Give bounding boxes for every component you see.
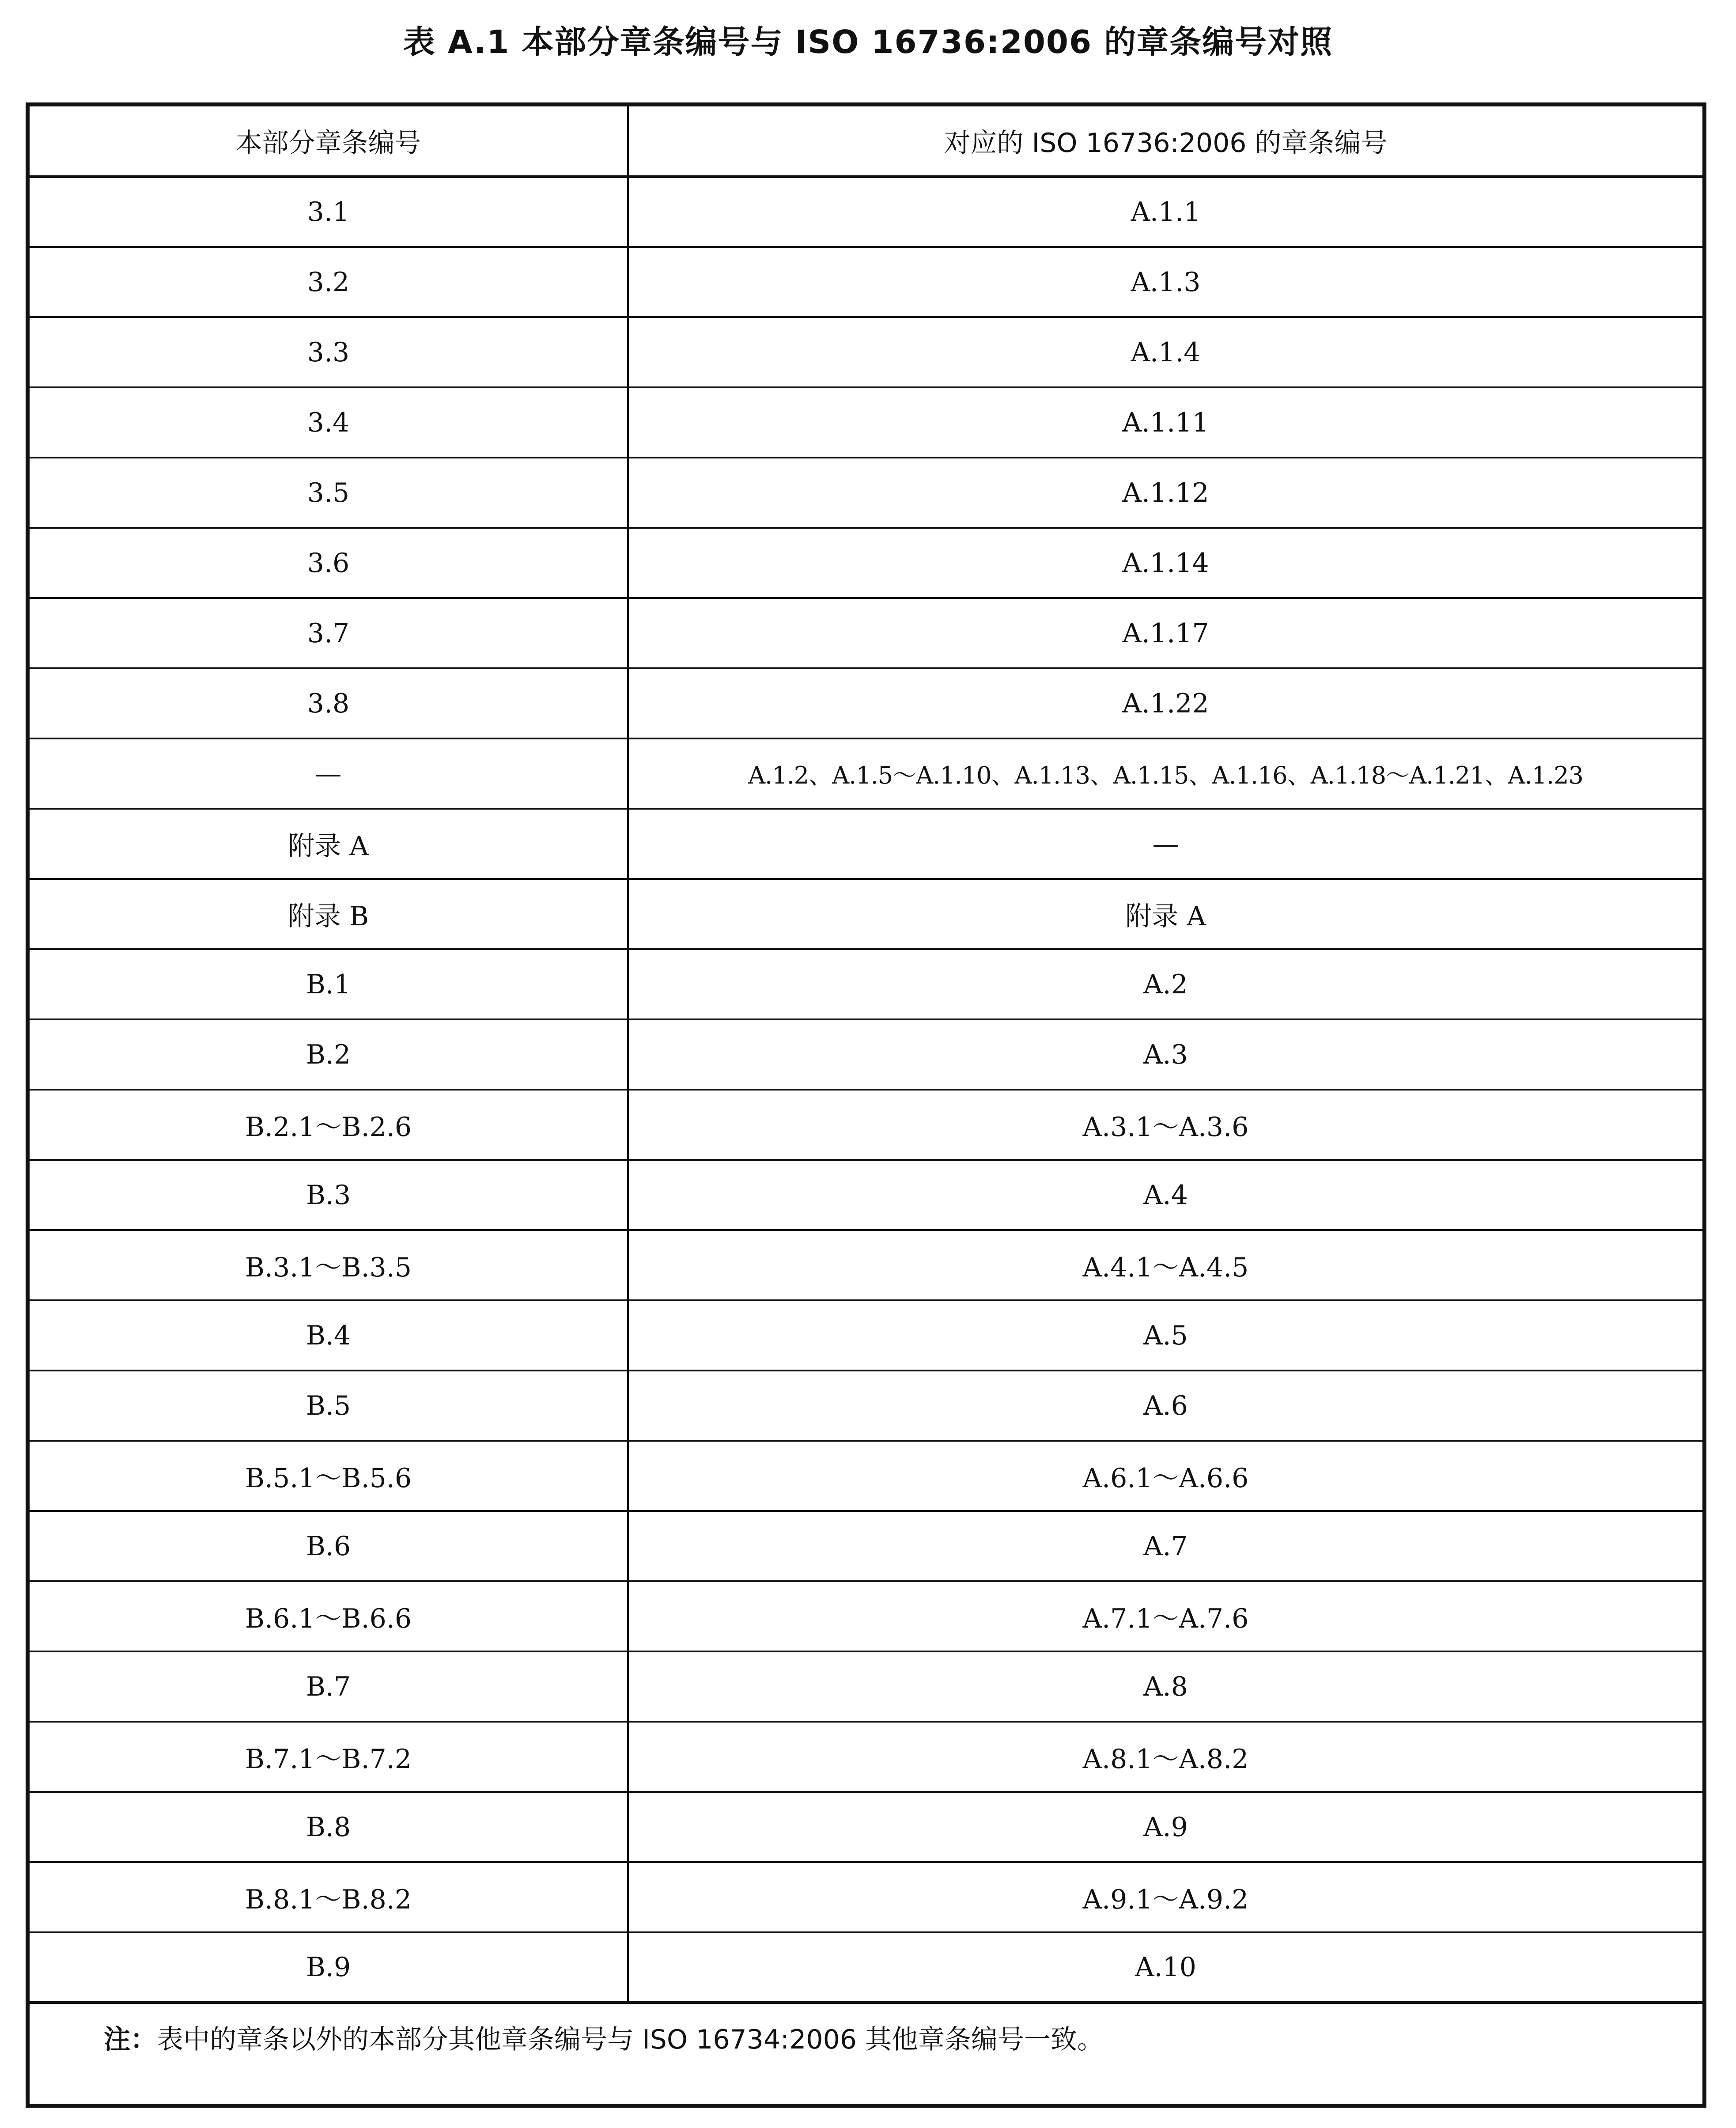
cell-iso-clause: A.1.14 [628,528,1702,598]
header-iso-clause: 对应的 ISO 16736:2006 的章条编号 [628,106,1702,177]
table-row [30,809,1702,879]
cell-iso-clause: A.2 [628,949,1702,1019]
table-row [30,1019,1702,1090]
cell-iso-clause: A.1.12 [628,458,1702,528]
table-row [30,1160,1702,1230]
cell-this-part-clause: B.2.1～B.2.6 [30,1090,628,1160]
table-row [30,247,1702,317]
table-row [30,879,1702,949]
cell-iso-clause: A.7 [628,1511,1702,1581]
mapping-table [30,106,1702,2004]
clause-mapping-table [26,102,1706,2108]
cell-this-part-clause: 3.1 [30,177,628,247]
cell-iso-clause: A.1.1 [628,177,1702,247]
cell-this-part-clause: B.3.1～B.3.5 [30,1230,628,1300]
cell-this-part-clause: B.3 [30,1160,628,1230]
table-row [30,1581,1702,1651]
cell-iso-clause: A.5 [628,1300,1702,1371]
table-row [30,1300,1702,1371]
cell-this-part-clause: B.6 [30,1511,628,1581]
table-row [30,1441,1702,1511]
cell-iso-clause: A.6 [628,1371,1702,1441]
cell-iso-clause: A.9 [628,1792,1702,1862]
cell-this-part-clause: 3.5 [30,458,628,528]
cell-this-part-clause: 3.6 [30,528,628,598]
table-row [30,668,1702,738]
cell-this-part-clause: — [30,738,628,809]
cell-iso-clause: A.1.22 [628,668,1702,738]
table-body [30,177,1702,2003]
cell-this-part-clause: 3.2 [30,247,628,317]
table-note [30,1971,1702,2104]
note-text: 表中的章条以外的本部分其他章条编号与 ISO 16734:2006 其他章条编号一致。 [157,2024,1104,2055]
cell-this-part-clause: B.8 [30,1792,628,1862]
table-row [30,598,1702,668]
cell-iso-clause: A.10 [628,1932,1702,2003]
table-row [30,1371,1702,1441]
cell-iso-clause: A.1.11 [628,387,1702,458]
cell-this-part-clause: 3.7 [30,598,628,668]
cell-this-part-clause: B.1 [30,949,628,1019]
table-row [30,949,1702,1019]
cell-iso-clause: A.1.3 [628,247,1702,317]
table-row [30,1511,1702,1581]
header-this-part-clause: 本部分章条编号 [30,106,628,177]
cell-this-part-clause: B.5 [30,1371,628,1441]
cell-iso-clause: A.1.4 [628,317,1702,387]
cell-iso-clause: A.3.1～A.3.6 [628,1090,1702,1160]
cell-iso-clause: A.7.1～A.7.6 [628,1581,1702,1651]
table-row [30,1792,1702,1862]
cell-iso-clause: A.4.1～A.4.5 [628,1230,1702,1300]
table-row [30,1862,1702,1932]
table-row [30,387,1702,458]
cell-this-part-clause: 附录 A [30,809,628,879]
table-header-row [30,106,1702,177]
note-label: 注： [104,2024,157,2055]
cell-iso-clause: — [628,809,1702,879]
table-caption: 表 A.1 本部分章条编号与 ISO 16736:2006 的章条编号对照 [403,23,1333,61]
cell-iso-clause: A.4 [628,1160,1702,1230]
cell-this-part-clause: 3.3 [30,317,628,387]
table-row [30,317,1702,387]
table-row [30,738,1702,809]
cell-this-part-clause: B.6.1～B.6.6 [30,1581,628,1651]
cell-this-part-clause: 附录 B [30,879,628,949]
table-row [30,1722,1702,1792]
cell-this-part-clause: B.8.1～B.8.2 [30,1862,628,1932]
cell-this-part-clause: B.7 [30,1651,628,1722]
cell-iso-clause: A.8 [628,1651,1702,1722]
cell-iso-clause: A.9.1～A.9.2 [628,1862,1702,1932]
cell-this-part-clause: B.2 [30,1019,628,1090]
cell-iso-clause: A.1.17 [628,598,1702,668]
table-row [30,1090,1702,1160]
cell-this-part-clause: 3.8 [30,668,628,738]
cell-this-part-clause: B.5.1～B.5.6 [30,1441,628,1511]
cell-iso-clause: A.1.2、A.1.5～A.1.10、A.1.13、A.1.15、A.1.16、A.1.18～A.1.21、A.1.23 [628,738,1702,809]
table-row [30,1651,1702,1722]
cell-iso-clause: A.6.1～A.6.6 [628,1441,1702,1511]
cell-this-part-clause: B.9 [30,1932,628,2003]
cell-iso-clause: A.8.1～A.8.2 [628,1722,1702,1792]
cell-iso-clause: 附录 A [628,879,1702,949]
table-row [30,458,1702,528]
table-row [30,1230,1702,1300]
cell-this-part-clause: 3.4 [30,387,628,458]
cell-iso-clause: A.3 [628,1019,1702,1090]
table-row [30,528,1702,598]
table-row [30,177,1702,247]
cell-this-part-clause: B.7.1～B.7.2 [30,1722,628,1792]
cell-this-part-clause: B.4 [30,1300,628,1371]
